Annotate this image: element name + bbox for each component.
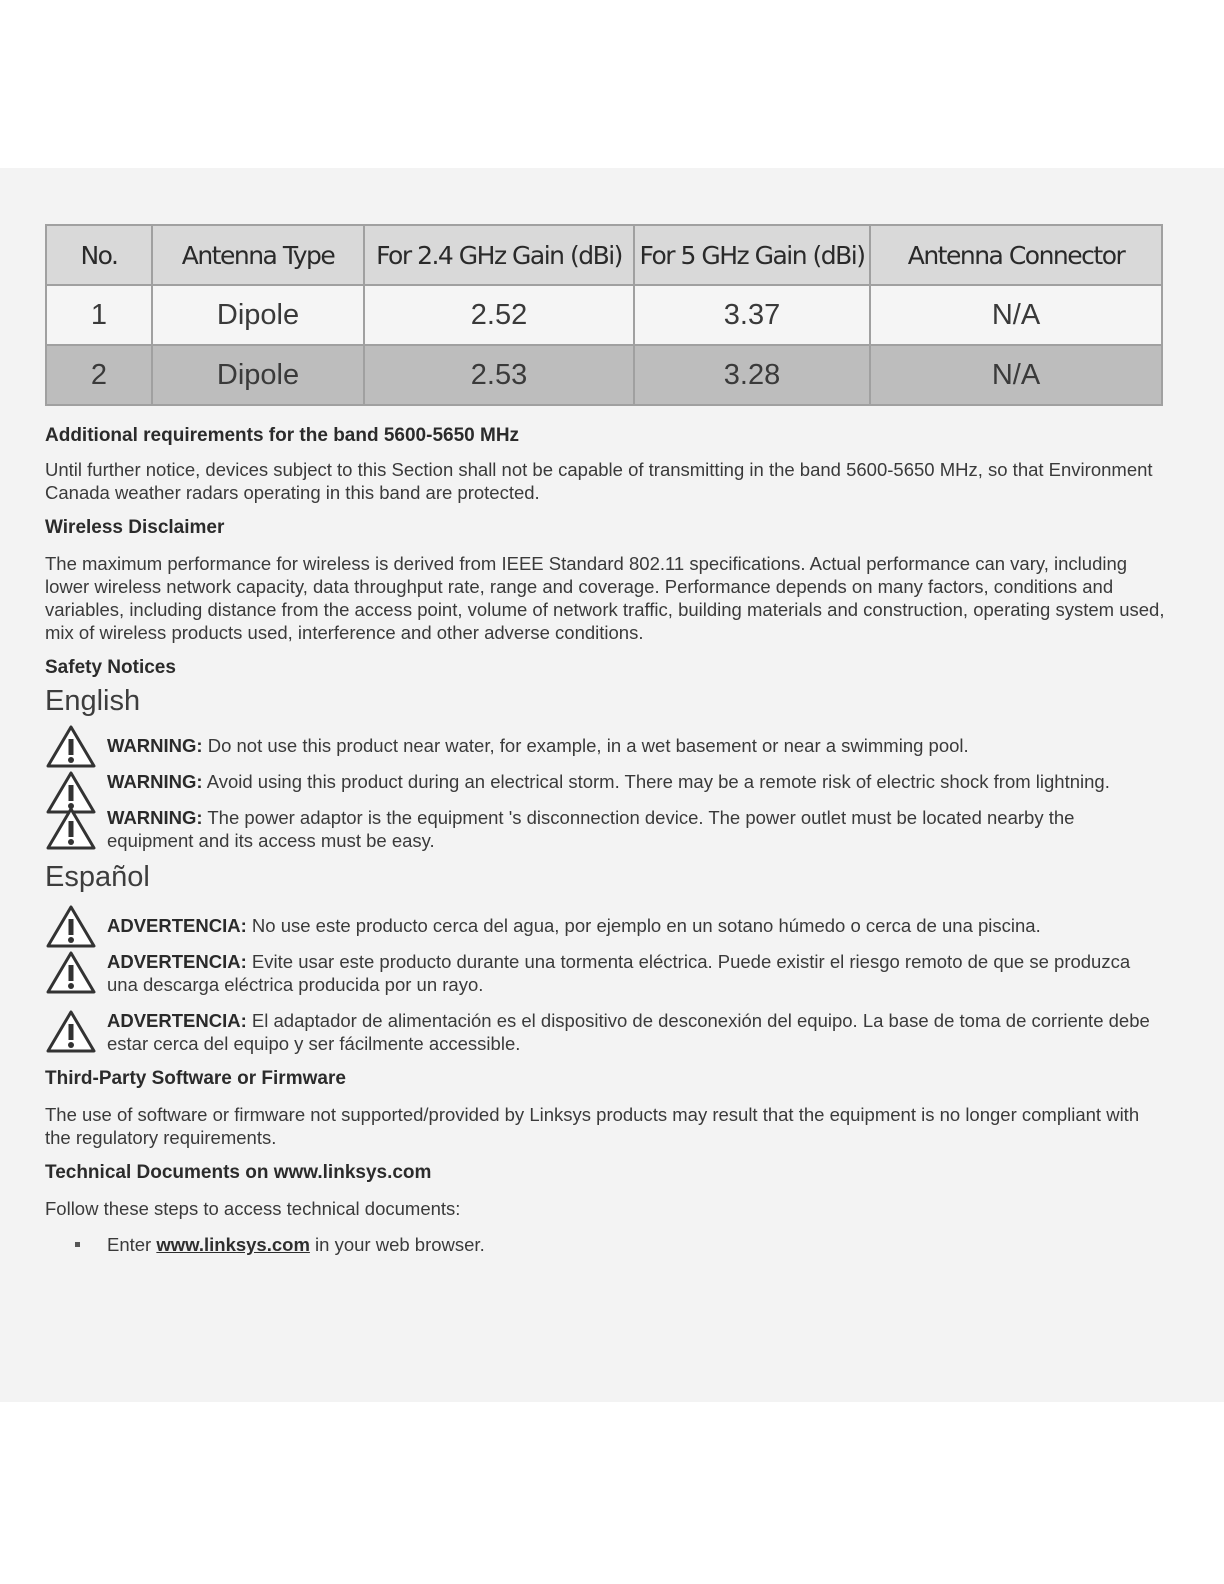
table-cell: 2 <box>46 345 152 405</box>
step-prefix: Enter <box>107 1234 157 1255</box>
warning-label: ADVERTENCIA: <box>107 1010 247 1031</box>
warning-icon <box>45 806 97 852</box>
table-cell: 1 <box>46 285 152 345</box>
safety-notices-heading: Safety Notices <box>45 657 176 678</box>
warning-label: WARNING: <box>107 735 203 756</box>
document-content <box>45 224 1165 1256</box>
wireless-disclaimer-heading: Wireless Disclaimer <box>45 517 225 538</box>
additional-requirements-heading: Additional requirements for the band 5600-5650 MHz <box>45 425 520 446</box>
table-cell: Dipole <box>152 345 364 405</box>
warning-label: WARNING: <box>107 807 203 828</box>
table-cell: N/A <box>870 285 1162 345</box>
warning-text: Avoid using this product during an electrical storm. There may be a remote risk of electric shock from lightning. <box>202 771 1110 792</box>
table-cell: 2.52 <box>364 285 634 345</box>
table-cell: Dipole <box>152 285 364 345</box>
third-party-text: The use of software or firmware not supported/provided by Linksys products may result that the equipment is no longer compliant with the regulatory requirements. <box>45 1104 1140 1148</box>
warning-icon <box>45 1009 97 1055</box>
warning-item <box>45 734 1165 757</box>
table-cell: N/A <box>870 345 1162 405</box>
warning-item <box>45 914 1165 937</box>
step-suffix: in your web browser. <box>309 1234 485 1255</box>
list-item <box>45 1233 1165 1256</box>
header-antenna-type: Antenna Type <box>152 225 364 285</box>
warning-text: Evite usar este producto durante una tormenta eléctrica. Puede existir el riesgo remoto de que se produzca una descarga eléctrica producida por un rayo. <box>107 951 1131 995</box>
warning-icon <box>45 724 97 770</box>
warning-item <box>45 950 1165 996</box>
table-row <box>46 285 1162 345</box>
linksys-link[interactable]: www.linksys.com <box>156 1234 310 1255</box>
technical-documents-heading: Technical Documents on www.linksys.com <box>45 1162 432 1183</box>
antenna-table <box>45 224 1163 406</box>
table-cell: 2.53 <box>364 345 634 405</box>
table-header-row <box>46 225 1162 285</box>
spanish-title: Español <box>45 861 150 893</box>
bullet-icon <box>75 1242 80 1247</box>
english-title: English <box>45 685 141 717</box>
warning-item <box>45 770 1165 793</box>
header-24ghz-gain: For 2.4 GHz Gain (dBi) <box>364 225 634 285</box>
header-5ghz-gain: For 5 GHz Gain (dBi) <box>634 225 870 285</box>
header-antenna-connector: Antenna Connector <box>870 225 1162 285</box>
warning-item <box>45 806 1165 852</box>
header-no: No. <box>46 225 152 285</box>
table-row <box>46 345 1162 405</box>
wireless-disclaimer-text: The maximum performance for wireless is derived from IEEE Standard 802.11 specifications. Actual performance can vary, including lower wireless network capacity, data throughput rate, range and coverage. Performance depends on many factors, conditions and variables, including distance from the access point, volume of network traffic, building materials and construction, operating system used, mix of wireless products used, interference and other adverse conditions. <box>45 553 1165 643</box>
technical-documents-intro: Follow these steps to access technical documents: <box>45 1198 461 1219</box>
warning-text: El adaptador de alimentación es el dispositivo de desconexión del equipo. La base de toma de corriente debe estar cerca del equipo y ser fácilmente accessible. <box>107 1010 1150 1054</box>
warning-text: Do not use this product near water, for example, in a wet basement or near a swimming pool. <box>202 735 969 756</box>
warning-item <box>45 1009 1165 1055</box>
additional-requirements-text: Until further notice, devices subject to this Section shall not be capable of transmitting in the band 5600-5650 MHz, so that Environment Canada weather radars operating in this band are protected. <box>45 459 1153 503</box>
warning-label: ADVERTENCIA: <box>107 951 247 972</box>
table-cell: 3.37 <box>634 285 870 345</box>
warning-icon <box>45 904 97 950</box>
warning-icon <box>45 950 97 996</box>
warning-label: ADVERTENCIA: <box>107 915 247 936</box>
third-party-heading: Third-Party Software or Firmware <box>45 1068 346 1089</box>
warning-text: No use este producto cerca del agua, por ejemplo en un sotano húmedo o cerca de una piscina. <box>246 915 1041 936</box>
warning-text: The power adaptor is the equipment 's disconnection device. The power outlet must be located nearby the equipment and its access must be easy. <box>107 807 1075 851</box>
warning-label: WARNING: <box>107 771 203 792</box>
table-cell: 3.28 <box>634 345 870 405</box>
